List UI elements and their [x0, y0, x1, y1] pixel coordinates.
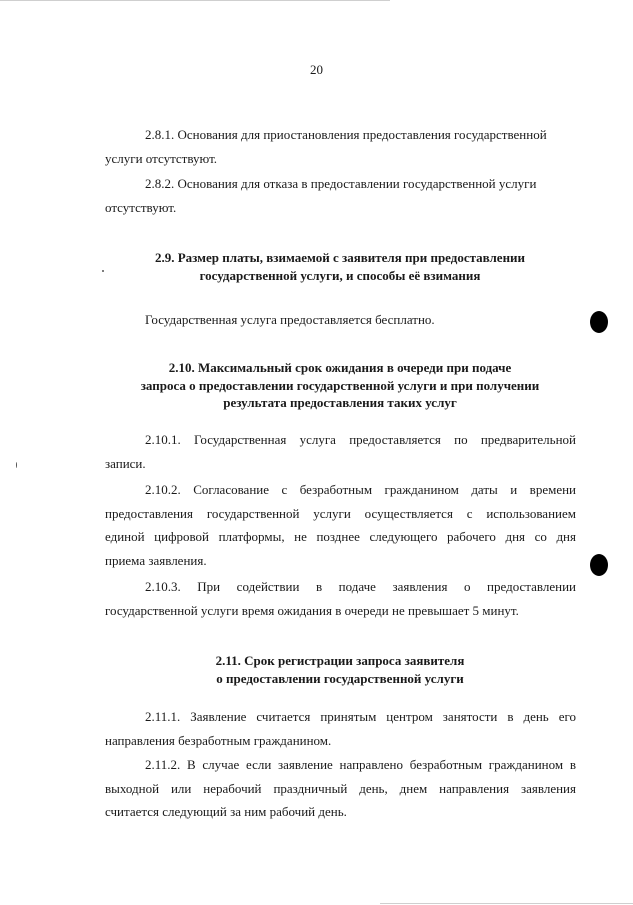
- paragraph-line: предоставления государственной услуги осуществляется с использованием: [105, 505, 576, 521]
- paragraph-2-11-1: [105, 705, 576, 752]
- heading-line: 2.10. Максимальный срок ожидания в очереди при подаче: [168, 360, 512, 375]
- heading-line: результата предоставления таких услуг: [223, 395, 457, 410]
- page-number: 20: [310, 62, 323, 77]
- paragraph-line: приема заявления.: [105, 552, 207, 568]
- paragraph-line: записи.: [105, 455, 146, 471]
- paragraph-line: 2.8.1. Основания для приостановления предоставления государственной: [145, 127, 547, 142]
- paragraph-line: единой цифровой платформы, не позднее следующего рабочего дня со дня: [105, 529, 576, 544]
- paragraph-line: 2.11.1. Заявление считается принятым центром занятости в день его: [145, 709, 576, 724]
- paragraph-line: 2.8.2. Основания для отказа в предоставлении государственной услуги: [145, 176, 537, 191]
- punch-hole-mark: [590, 554, 608, 576]
- paragraph-2-9: [105, 308, 576, 332]
- section-heading-2-10: [100, 359, 580, 412]
- heading-line: 2.11. Срок регистрации запроса заявителя: [215, 653, 465, 668]
- section-heading-2-11: [100, 652, 580, 687]
- paragraph-2-8-1: [105, 123, 576, 170]
- heading-line: государственной услуги, и способы её взимания: [199, 267, 481, 283]
- paragraph-line: 2.10.1. Государственная услуга предоставляется по предварительной: [145, 432, 576, 447]
- paragraph-2-10-2: [105, 478, 576, 572]
- paragraph-line: направления безработным гражданином.: [105, 732, 332, 748]
- paragraph-line: Государственная услуга предоставляется бесплатно.: [145, 312, 435, 327]
- scan-speck: [16, 462, 17, 468]
- punch-hole-mark: [590, 311, 608, 333]
- paragraph-line: считается следующий за ним рабочий день.: [105, 804, 347, 819]
- paragraph-line: выходной или нерабочий праздничный день, днем направления заявления: [105, 780, 576, 796]
- paragraph-2-8-2: [105, 172, 576, 219]
- heading-line: о предоставлении государственной услуги: [216, 670, 464, 686]
- heading-line: запроса о предоставлении государственной услуги и при получении: [140, 377, 540, 393]
- paragraph-line: государственной услуги время ожидания в очереди не превышает 5 минут.: [105, 602, 519, 618]
- section-heading-2-9: [100, 249, 580, 284]
- paragraph-2-11-2: [105, 753, 576, 824]
- heading-line: 2.9. Размер платы, взимаемой с заявителя при предоставлении: [154, 250, 526, 265]
- scan-speck: [102, 270, 104, 272]
- paragraph-line: 2.11.2. В случае если заявление направлено безработным гражданином в: [145, 757, 576, 772]
- paragraph-2-10-3: [105, 575, 576, 622]
- paragraph-line: услуги отсутствуют.: [105, 150, 218, 166]
- scan-edge-line: [380, 903, 633, 904]
- paragraph-line: 2.10.3. При содействии в подаче заявления о предоставлении: [145, 579, 576, 594]
- paragraph-2-10-1: [105, 428, 576, 475]
- scan-edge-line: [0, 0, 390, 1]
- paragraph-line: отсутствуют.: [105, 199, 177, 215]
- paragraph-line: 2.10.2. Согласование с безработным гражданином даты и времени: [145, 482, 576, 497]
